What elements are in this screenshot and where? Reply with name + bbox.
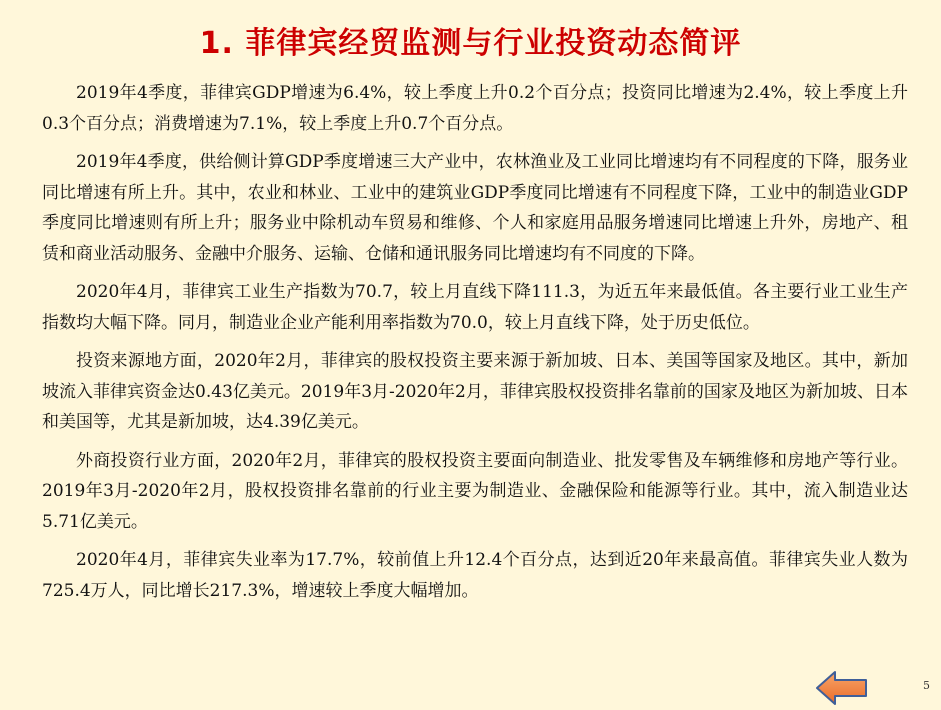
left-arrow-icon <box>815 670 869 706</box>
paragraph-gdp-q4: 2019年4季度，菲律宾GDP增速为6.4%，较上季度上升0.2个百分点；投资同比增速为2.4%，较上季度上升0.3个百分点；消费增速为7.1%，较上季度上升0.7个百分点。 <box>42 83 908 134</box>
page-number: 5 <box>923 679 930 692</box>
content-body <box>42 78 908 614</box>
paragraph-unemployment: 2020年4月，菲律宾失业率为17.7%，较前值上升12.4个百分点，达到近20年来最高值。菲律宾失业人数为725.4万人，同比增长217.3%，增速较上季度大幅增加。 <box>42 550 908 601</box>
page-title: 1. 菲律宾经贸监测与行业投资动态简评 <box>199 26 742 61</box>
paragraph-investment-source: 投资来源地方面，2020年2月，菲律宾的股权投资主要来源于新加坡、日本、美国等国家及地区。其中，新加坡流入菲律宾资金达0.43亿美元。2019年3月-2020年2月，菲律宾股权投资排名靠前的国家及地区为新加坡、日本和美国等，尤其是新加坡，达4.39亿美元。 <box>42 351 908 432</box>
paragraph-industrial-production: 2020年4月，菲律宾工业生产指数为70.7，较上月直线下降111.3，为近五年来最低值。各主要行业工业生产指数均大幅下降。同月，制造业企业产能利用率指数为70.0，较上月直线下降，处于历史低位。 <box>42 282 908 333</box>
paragraph-sector-growth: 2019年4季度，供给侧计算GDP季度增速三大产业中，农林渔业及工业同比增速均有不同程度的下降，服务业同比增速有所上升。其中，农业和林业、工业中的建筑业GDP季度同比增速有不同程度下降，工业中的制造业GDP季度同比增速则有所上升；服务业中除机动车贸易和维修、个人和家庭用品服务增速同比增速上升外，房地产、租赁和商业活动服务、金融中介服务、运输、仓储和通讯服务同比增速均有不同度的下降。 <box>42 152 908 264</box>
back-arrow-button[interactable] <box>815 670 869 706</box>
paragraph-investment-industry: 外商投资行业方面，2020年2月，菲律宾的股权投资主要面向制造业、批发零售及车辆维修和房地产等行业。2019年3月-2020年2月，股权投资排名靠前的行业主要为制造业、金融保险和能源等行业。其中，流入制造业达5.71亿美元。 <box>42 450 908 532</box>
